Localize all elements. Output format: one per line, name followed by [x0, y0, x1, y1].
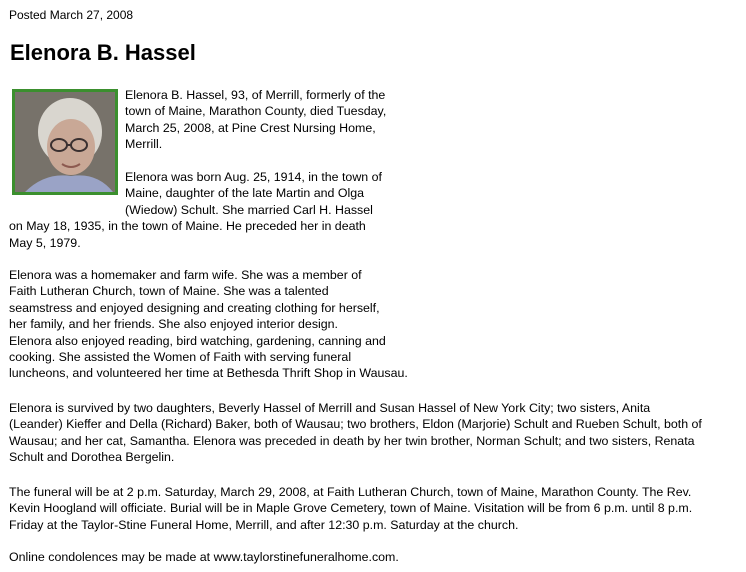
text-line: Maine, daughter of the late Martin and Olga	[125, 186, 365, 201]
text-line: Elenora B. Hassel, 93, of Merrill, formerly of the	[125, 88, 386, 102]
posted-date: Posted March 27, 2008	[9, 8, 134, 22]
paragraph-survivors	[9, 400, 702, 466]
text-line: Faith Lutheran Church, town of Maine. She was a talented	[9, 284, 329, 299]
text-line: Elenora was a homemaker and farm wife. She was a member of	[9, 268, 362, 282]
text-line: cooking. She assisted the Women of Faith with serving funeral	[9, 350, 352, 365]
text-line: Online condolences may be made at www.taylorstinefuneralhome.com.	[9, 550, 399, 564]
text-line: Elenora also enjoyed reading, bird watching, gardening, canning and	[9, 333, 386, 348]
page-title: Elenora B. Hassel	[10, 40, 196, 65]
text-line: March 25, 2008, at Pine Crest Nursing Home,	[125, 120, 376, 135]
text-line: town of Maine, Marathon County, died Tuesday,	[125, 104, 387, 119]
text-line: Kevin Hoogland will officiate. Burial will be in Maple Grove Cemetery, town of Maine. Visitation will be from 6 p.m. until 8 p.m.	[9, 501, 693, 516]
paragraph-funeral	[9, 484, 692, 533]
text-line: on May 18, 1935, in the town of Maine. He preceded her in death	[9, 219, 366, 234]
text-line: The funeral will be at 2 p.m. Saturday, March 29, 2008, at Faith Lutheran Church, town of Maine, Marathon County. The Rev.	[9, 485, 692, 499]
paragraph-death-notice	[125, 87, 386, 153]
text-line: (Leander) Kieffer and Della (Richard) Baker, both of Wausau; two brothers, Eldon (Marjorie) Schult and Rueben Schult, both of	[9, 417, 702, 432]
text-line: luncheons, and volunteered her time at Bethesda Thrift Shop in Wausau.	[9, 366, 408, 381]
paragraph-birth-marriage	[9, 169, 382, 251]
paragraph-condolences	[9, 549, 399, 565]
text-line: Wausau; and her cat, Samantha. Elenora was preceded in death by her twin brother, Norman Schult; and two sisters, Renata	[9, 433, 695, 448]
text-line: Schult and Dorothea Bergelin.	[9, 450, 175, 465]
paragraph-life	[9, 267, 408, 382]
text-line: Elenora was born Aug. 25, 1914, in the town of	[125, 170, 382, 184]
text-line: May 5, 1979.	[9, 235, 81, 250]
text-line: Friday at the Taylor-Stine Funeral Home, Merrill, and after 12:30 p.m. Saturday at the church.	[9, 517, 519, 532]
text-line: Elenora is survived by two daughters, Beverly Hassel of Merrill and Susan Hassel of New York City; two sisters, Anita	[9, 401, 651, 415]
text-line: Merrill.	[125, 137, 163, 152]
text-line: seamstress and enjoyed designing and creating clothing for herself,	[9, 300, 380, 315]
text-line: (Wiedow) Schult. She married Carl H. Hassel	[125, 202, 373, 217]
text-line: her family, and her friends. She also enjoyed interior design.	[9, 317, 338, 332]
